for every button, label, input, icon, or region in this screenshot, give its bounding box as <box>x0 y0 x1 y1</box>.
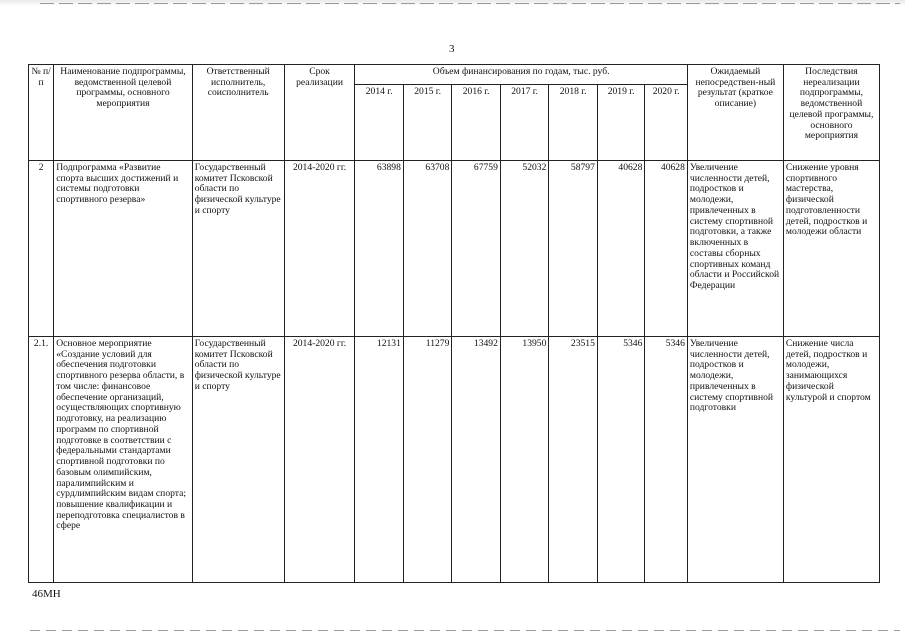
row-result: Увеличение численности детей, подростков и молодежи, привлеченных в систему спортивной подготовки, а также включенных в составы сборных спортивных команд области и Российской Федерации <box>687 161 783 337</box>
document-code: 46МН <box>32 588 61 600</box>
row-amount: 5346 <box>597 337 644 583</box>
row-amount: 40628 <box>597 161 644 337</box>
header-funding: Объем финансирования по годам, тыс. руб. <box>355 65 687 85</box>
row-amount: 52032 <box>500 161 549 337</box>
row-term: 2014-2020 гг. <box>284 337 355 583</box>
row-name: Основное мероприятие «Создание условий для обеспечения подготовки спортивного резерва области, в том числе: финансовое обеспечение организаций, осуществляющих спортивную подготовку, на реализацию программ по спортивной подготовке в соответствии с федеральными стандартами спортивной подготовки по базовым олимпийским, паралимпийским и сурдлимпийским видам спорта; повышение квалификации и переподготовка специалистов в сфере <box>54 337 192 583</box>
header-consequences: Последствия нереализации подпрограммы, ведомственной целевой программы, основного мероприятия <box>783 65 879 161</box>
row-amount: 63708 <box>403 161 452 337</box>
row-consequences: Снижение числа детей, подростков и молодежи, занимающихся физической культурой и спортом <box>783 337 879 583</box>
page-number: 3 <box>449 43 455 55</box>
header-term: Срок реализации <box>284 65 355 161</box>
program-table <box>28 64 880 583</box>
header-name: Наименование подпрограммы, ведомственной целевой программы, основного мероприятия <box>54 65 192 161</box>
row-term: 2014-2020 гг. <box>284 161 355 337</box>
scan-artifact-line <box>40 3 900 4</box>
row-consequences: Снижение уровня спортивного мастерства, физической подготовленности детей, подростков и молодежи области <box>783 161 879 337</box>
scan-artifact-line <box>30 630 900 631</box>
row-amount: 12131 <box>355 337 404 583</box>
row-responsible: Государственный комитет Псковской области по физической культуре и спорту <box>192 337 284 583</box>
row-result: Увеличение численности детей, подростков и молодежи, привлеченных в систему спортивной подготовки <box>687 337 783 583</box>
header-num: № п/п <box>29 65 54 161</box>
row-amount: 11279 <box>403 337 452 583</box>
table-row <box>29 337 880 583</box>
header-responsible: Ответственный исполнитель, соисполнитель <box>192 65 284 161</box>
row-responsible: Государственный комитет Псковской области по физической культуре и спорту <box>192 161 284 337</box>
row-amount: 67759 <box>452 161 501 337</box>
header-year: 2014 г. <box>355 85 404 161</box>
header-row <box>29 65 880 85</box>
header-year: 2017 г. <box>500 85 549 161</box>
row-num: 2.1. <box>29 337 54 583</box>
row-amount: 13492 <box>452 337 501 583</box>
header-year: 2018 г. <box>549 85 598 161</box>
header-year: 2015 г. <box>403 85 452 161</box>
header-year: 2016 г. <box>452 85 501 161</box>
row-amount: 63898 <box>355 161 404 337</box>
row-name: Подпрограмма «Развитие спорта высших достижений и системы подготовки спортивного резерва» <box>54 161 192 337</box>
table-row <box>29 161 880 337</box>
row-amount: 40628 <box>645 161 688 337</box>
row-amount: 58797 <box>549 161 598 337</box>
row-num: 2 <box>29 161 54 337</box>
row-amount: 13950 <box>500 337 549 583</box>
row-amount: 23515 <box>549 337 598 583</box>
header-year: 2019 г. <box>597 85 644 161</box>
row-amount: 5346 <box>645 337 688 583</box>
header-year: 2020 г. <box>645 85 688 161</box>
header-result: Ожидаемый непосредствен-ный результат (краткое описание) <box>687 65 783 161</box>
